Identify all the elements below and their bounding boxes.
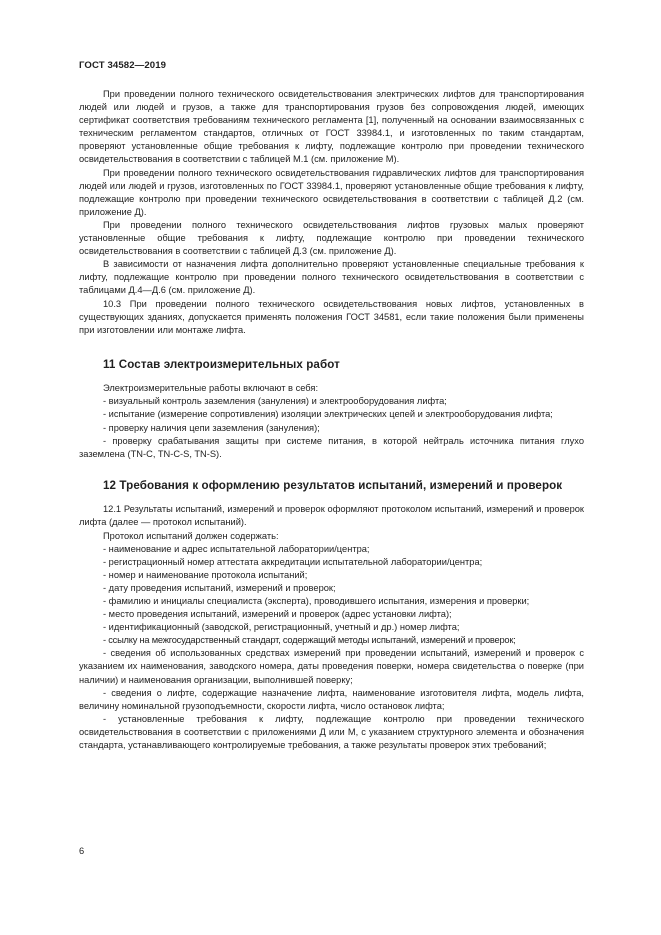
section-11-heading: 11 Состав электроизмерительных работ bbox=[103, 357, 340, 371]
list-item: - испытание (измерение сопротивления) изоляции электрических цепей и электрооборудования лифта; bbox=[103, 409, 553, 420]
list-item: - место проведения испытаний, измерений и проверок (адрес установки лифта); bbox=[103, 609, 452, 620]
page-number: 6 bbox=[79, 846, 85, 856]
list-item: - ссылку на межгосударственный стандарт, содержащий методы испытаний, измерений и проверок; bbox=[103, 635, 516, 646]
section-11-intro: Электроизмерительные работы включают в себя: bbox=[103, 383, 319, 394]
list-item: - установленные требования к лифту, подлежащие контролю при проведении технического освидетельствования в соответствии с приложениями Д или М, с указанием структурного элемента и обозначения стандарта, устанавливающего контролируемые требования, а также результаты проверок этих требований; bbox=[79, 713, 584, 751]
paragraph-electric-lifts: При проведении полного технического освидетельствования электрических лифтов для транспортирования людей или людей и грузов, а также для транспортирования грузов без сопровождения людей, имеющих сертификат соответствия требованиям технического регламента [1], полученный на основании взаимосвязанных с техническим регламентом стандартов, отличных от ГОСТ 33984.1, и изготовленных по таким стандартам, проверяют установленные общие требования к лифту, подлежащие контролю при проведении технического освидетельствования в соответствии с таблицей М.1 (см. приложение М). bbox=[79, 89, 584, 165]
list-item: - проверку срабатывания защиты при системе питания, в которой нейтраль источника питания глухо заземлена (TN-C, TN-C-S, TN-S). bbox=[79, 435, 584, 459]
paragraph-12-1: 12.1 Результаты испытаний, измерений и проверок оформляют протоколом испытаний, измерений и проверок лифта (далее — протокол испытаний). bbox=[79, 504, 584, 528]
section-12-body bbox=[79, 503, 584, 752]
paragraph-small-freight-lifts: При проведении полного технического освидетельствования лифтов грузовых малых проверяют установленные общие требования к лифту, подлежащие контролю при проведении технического освидетельствования в соответствии с таблицей Д.3 (см. приложение Д). bbox=[79, 219, 584, 257]
list-item: - наименование и адрес испытательной лаборатории/центра; bbox=[103, 543, 370, 554]
page-content bbox=[79, 88, 584, 752]
list-item: - номер и наименование протокола испытаний; bbox=[103, 569, 308, 580]
protocol-contents-intro: Протокол испытаний должен содержать: bbox=[103, 530, 279, 541]
paragraph-special-requirements: В зависимости от назначения лифта дополнительно проверяют установленные специальные требования к лифту, подлежащие контролю при проведении полного технического освидетельствования в соответствии с таблицами Д.4—Д.6 (см. приложение Д). bbox=[79, 259, 584, 296]
list-item: - сведения об использованных средствах измерений при проведении испытаний, измерений и проверок с указанием их наименования, заводского номера, даты проведения поверки, номера свидетельства о поверке (при наличии) и наименования организации, выполнившей поверку; bbox=[79, 648, 584, 685]
section-12-heading: 12 Требования к оформлению результатов испытаний, измерений и проверок bbox=[103, 478, 563, 492]
paragraph-hydraulic-lifts: При проведении полного технического освидетельствования гидравлических лифтов для транспортирования людей или людей и грузов, изготовленных по ГОСТ 33984.1, проверяют установленные общие требования к лифту, подлежащие контролю при проведении технического освидетельствования в соответствии с таблицей Д.2 (см. приложение Д). bbox=[79, 167, 584, 217]
list-item: - регистрационный номер аттестата аккредитации испытательной лаборатории/центра; bbox=[103, 556, 483, 567]
list-item: - визуальный контроль заземления (зануления) и электрооборудования лифта; bbox=[103, 396, 447, 407]
list-item: - дату проведения испытаний, измерений и проверок; bbox=[103, 582, 336, 593]
list-item: - сведения о лифте, содержащие назначение лифта, наименование изготовителя лифта, модель лифта, величину номинальной грузоподъемности, скорости лифта, число остановок лифта; bbox=[79, 687, 584, 711]
list-item: - идентификационный (заводской, регистрационный, учетный и др.) номер лифта; bbox=[103, 622, 460, 633]
section-11-body bbox=[79, 382, 584, 461]
standard-designation: ГОСТ 34582—2019 bbox=[79, 60, 167, 71]
paragraph-10-3: 10.3 При проведении полного технического освидетельствования новых лифтов, установленных в существующих зданиях, допускается применять положения ГОСТ 34581, если такие положения были применены при изготовлении или монтаже лифта. bbox=[79, 298, 584, 335]
list-item: - проверку наличия цепи заземления (зануления); bbox=[103, 422, 320, 433]
list-item: - фамилию и инициалы специалиста (эксперта), проводившего испытания, измерения и проверки; bbox=[103, 596, 530, 606]
